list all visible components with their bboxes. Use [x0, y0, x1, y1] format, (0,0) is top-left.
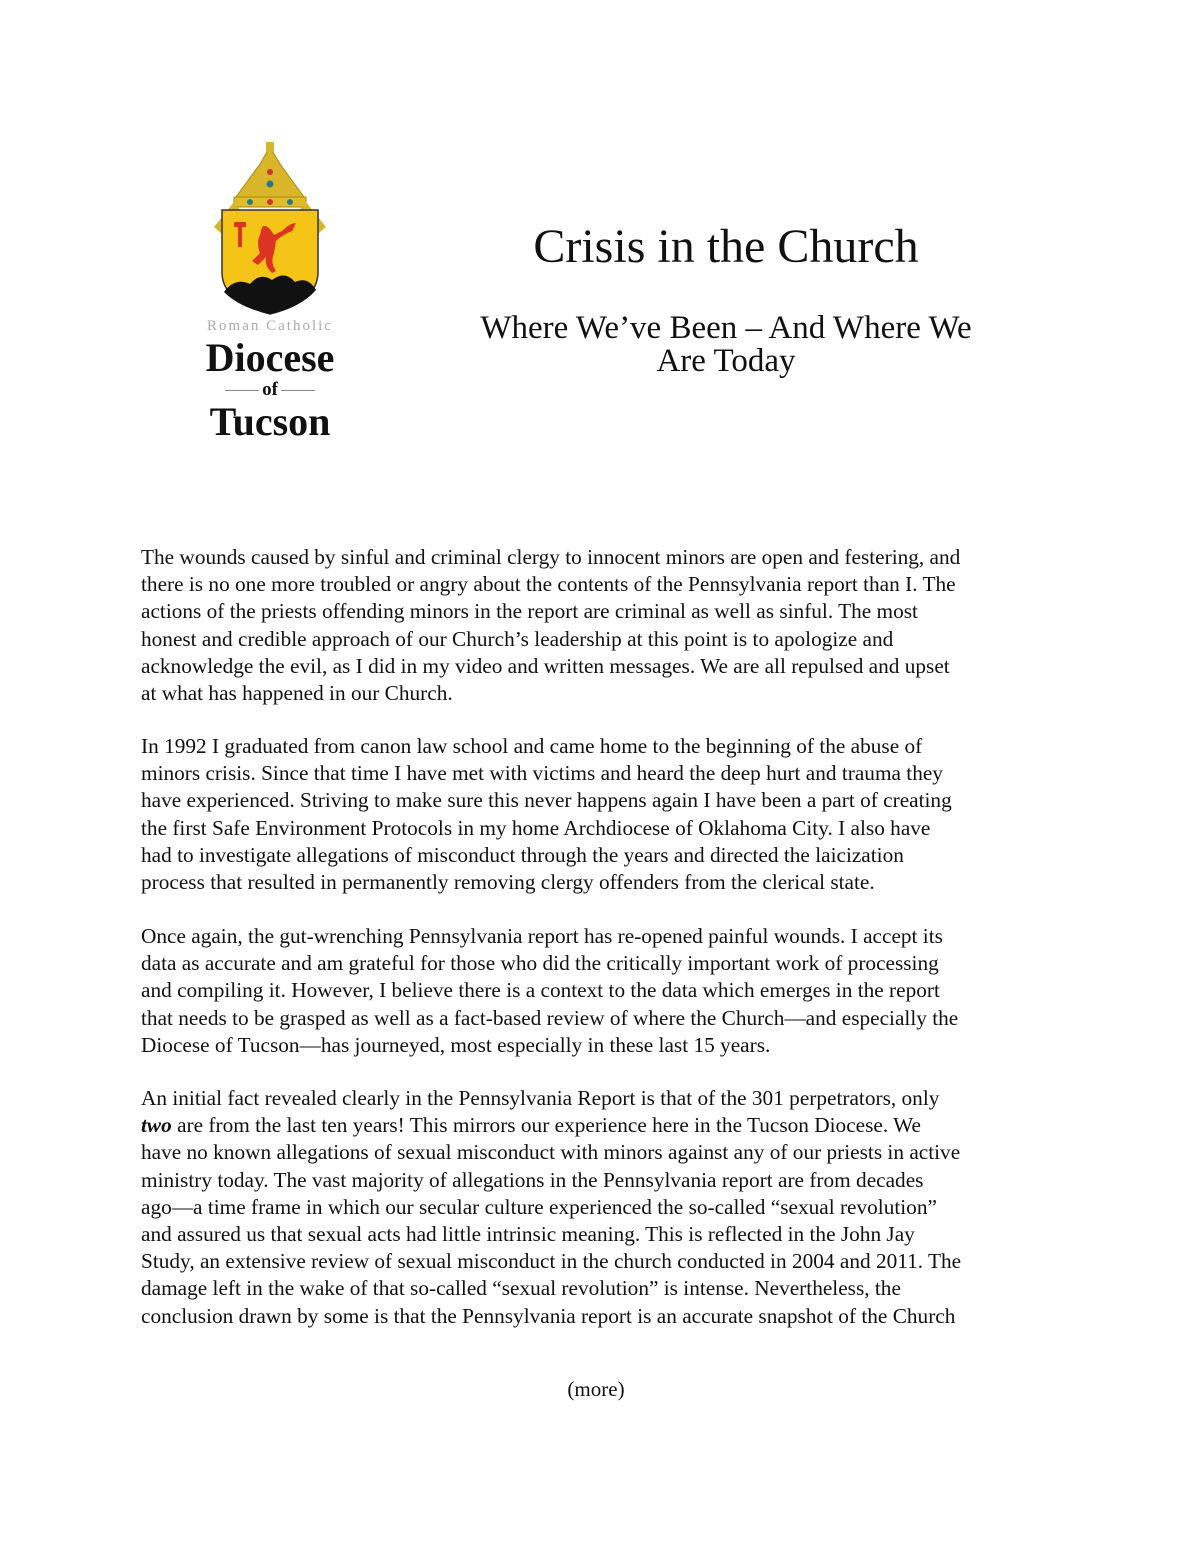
text-line: data as accurate and am grateful for those who did the critically important work of processing [141, 951, 939, 976]
text-line: ago—a time frame in which our secular culture experienced the so-called “sexual revolution” [141, 1194, 937, 1219]
text-line: In 1992 I graduated from canon law school and came home to the beginning of the abuse of [141, 734, 923, 758]
text-line: Study, an extensive review of sexual misconduct in the church conducted in 2004 and 2011. The [141, 1249, 962, 1274]
logo-roman-catholic: Roman Catholic [207, 318, 333, 334]
text-line: damage left in the wake of that so-called “sexual revolution” is intense. Nevertheless, the [141, 1276, 901, 1301]
text-line: honest and credible approach of our Church’s leadership at this point is to apologize and [141, 626, 894, 651]
logo-of [185, 380, 355, 400]
text-line: the first Safe Environment Protocols in my home Archdiocese of Oklahoma City. I also have [141, 815, 931, 840]
subtitle-line: Are Today [656, 343, 796, 379]
text-line: there is no one more troubled or angry about the contents of the Pennsylvania report than I. The [141, 572, 956, 597]
paragraph-3 [141, 923, 958, 1059]
logo-tucson: Tucson [209, 399, 331, 444]
subtitle-line: Where We’ve Been – And Where We [480, 310, 972, 346]
text-line: and compiling it. However, I believe there is a context to the data which emerges in the report [141, 978, 940, 1003]
text-line: and assured us that sexual acts had little intrinsic meaning. This is reflected in the John Jay [141, 1221, 915, 1246]
text-line: had to investigate allegations of misconduct through the years and directed the laicization [141, 842, 904, 867]
text-line: ministry today. The vast majority of allegations in the Pennsylvania report are from decades [141, 1167, 924, 1192]
paragraph-2 [141, 733, 952, 896]
coat-of-arms-icon [200, 142, 340, 317]
diocese-logo [185, 142, 355, 442]
text-line: process that resulted in permanently removing clergy offenders from the clerical state. [141, 869, 875, 894]
text-line-rest: are from the last ten years! This mirrors our experience here in the Tucson Diocese. We [177, 1113, 921, 1138]
logo-of-text: of [262, 379, 278, 400]
logo-diocese: Diocese [205, 335, 335, 380]
text-line: minors crisis. Since that time I have met with victims and heard the deep hurt and trauma they [141, 761, 943, 786]
text-line: that needs to be grasped as well as a fact-based review of where the Church—and especially the [141, 1005, 959, 1030]
text-line: conclusion drawn by some is that the Pennsylvania report is an accurate snapshot of the Church [141, 1303, 956, 1328]
page-title: Crisis in the Church [533, 220, 919, 273]
text-line: Once again, the gut-wrenching Pennsylvania report has re-opened painful wounds. I accept its [141, 924, 943, 948]
text-line: Diocese of Tucson—has journeyed, most especially in these last 15 years. [141, 1032, 771, 1057]
emphasis-word: two [141, 1113, 172, 1138]
text-line: at what has happened in our Church. [141, 680, 453, 705]
more-indicator: (more) [567, 1377, 625, 1401]
text-line: actions of the priests offending minors in the report are criminal as well as sinful. The most [141, 599, 918, 624]
text-line [141, 1112, 961, 1139]
text-line: An initial fact revealed clearly in the Pennsylvania Report is that of the 301 perpetrators, only [141, 1086, 940, 1110]
text-line: The wounds caused by sinful and criminal clergy to innocent minors are open and festering, and [141, 545, 961, 569]
paragraph-1 [141, 544, 960, 707]
paragraph-4 [141, 1085, 961, 1330]
text-line: have no known allegations of sexual misconduct with minors against any of our priests in active [141, 1140, 961, 1165]
page-subtitle [430, 312, 1022, 378]
text-line: acknowledge the evil, as I did in my video and written messages. We are all repulsed and upset [141, 653, 950, 678]
text-line: have experienced. Striving to make sure this never happens again I have been a part of creating [141, 788, 952, 813]
